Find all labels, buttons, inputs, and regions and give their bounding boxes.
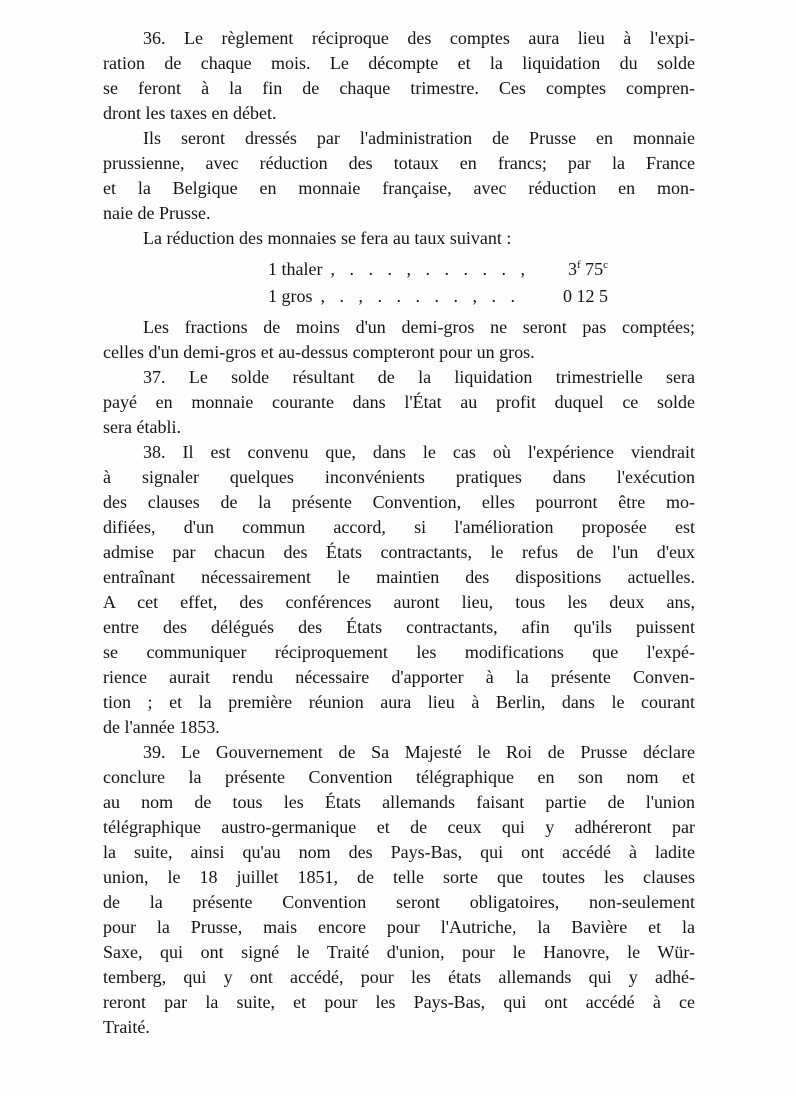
text-line: la suite, ainsi qu'au nom des Pays-Bas, qui ont accédé à ladite: [103, 842, 695, 862]
text-line: union, le 18 juillet 1851, de telle sorte que toutes les clauses: [103, 867, 695, 887]
text-line: payé en monnaie courante dans l'État au profit duquel ce solde: [103, 392, 695, 412]
text-line: rience aurait rendu nécessaire d'apporter à la présente Conven-: [103, 667, 695, 687]
text-line: temberg, qui y ont accédé, pour les états allemands qui y adhé-: [103, 967, 695, 987]
text-line: naie de Prusse.: [103, 203, 211, 223]
text-line: conclure la présente Convention télégraphique en son nom et: [103, 767, 695, 787]
text-line: Ils seront dressés par l'administration de Prusse en monnaie: [143, 128, 695, 148]
dot-leader: , . , . . . . . , . .: [320, 286, 520, 306]
text-line: de la présente Convention seront obligatoires, non-seulement: [103, 892, 695, 912]
text-line: se communiquer réciproquement les modifications que l'expé-: [103, 642, 695, 662]
text-line: 38. Il est convenu que, dans le cas où l'expérience viendrait: [143, 442, 695, 462]
text-line: de l'année 1853.: [103, 717, 220, 737]
text-line: à signaler quelques inconvénients pratiques dans l'exécution: [103, 467, 695, 487]
text-line: et la Belgique en monnaie française, avec réduction en mon-: [103, 178, 695, 198]
article-39: [103, 740, 695, 1040]
text-line: Traité.: [103, 1017, 150, 1037]
text-line: télégraphique austro-germanique et de ceux qui y adhéreront par: [103, 817, 695, 837]
fractions-demi-gros: [103, 315, 695, 365]
article-36-monnaie: [103, 126, 695, 226]
text-line: entraînant nécessairement le maintien des dispositions actuelles.: [103, 567, 695, 587]
rate-value: 3$^f$ 75$^c$: [567, 259, 608, 279]
rate-row: [268, 283, 608, 310]
text-block: [103, 26, 695, 1040]
text-line: celles d'un demi-gros et au-dessus compteront pour un gros.: [103, 342, 535, 362]
text-line: Saxe, qui ont signé le Traité d'union, pour le Hanovre, le Wür-: [103, 942, 695, 962]
rate-label: 1 gros: [268, 286, 313, 306]
article-36: [103, 26, 695, 126]
rate-label: 1 thaler: [268, 259, 323, 279]
text-line: 37. Le solde résultant de la liquidation trimestrielle sera: [143, 367, 695, 387]
text-line: 39. Le Gouvernement de Sa Majesté le Roi de Prusse déclare: [143, 742, 695, 762]
text-line: reront par la suite, et pour les Pays-Bas, qui ont accédé à ce: [103, 992, 695, 1012]
text-line: entre des délégués des États contractants, afin qu'ils puissent: [103, 617, 695, 637]
text-line: A cet effet, des conférences auront lieu, tous les deux ans,: [103, 592, 695, 612]
rate-row: [268, 256, 608, 283]
text-line: des clauses de la présente Convention, elles pourront être mo-: [103, 492, 695, 512]
dot-leader: , . . . , . . . . . ,: [330, 259, 530, 279]
reduction-intro: [103, 226, 695, 251]
article-38: [103, 440, 695, 740]
text-line: au nom de tous les États allemands faisant partie de l'union: [103, 792, 695, 812]
text-line: Les fractions de moins d'un demi-gros ne seront pas comptées;: [143, 317, 695, 337]
text-line: La réduction des monnaies se fera au taux suivant :: [143, 228, 512, 248]
text-line: prussienne, avec réduction des totaux en francs; par la France: [103, 153, 695, 173]
text-line: admise par chacun des États contractants, le refus de l'un d'eux: [103, 542, 695, 562]
article-37: [103, 365, 695, 440]
rate-value: 0 12 5: [563, 286, 608, 306]
text-line: sera établi.: [103, 417, 181, 437]
text-line: se feront à la fin de chaque trimestre. Ces comptes compren-: [103, 78, 695, 98]
text-line: pour la Prusse, mais encore pour l'Autriche, la Bavière et la: [103, 917, 695, 937]
text-line: tion ; et la première réunion aura lieu à Berlin, dans le courant: [103, 692, 695, 712]
text-line: ration de chaque mois. Le décompte et la liquidation du solde: [103, 53, 695, 73]
text-line: dront les taxes en débet.: [103, 103, 277, 123]
text-line: 36. Le règlement réciproque des comptes aura lieu à l'expi-: [143, 28, 695, 48]
conversion-rate-table: [268, 256, 608, 310]
text-line: difiées, d'un commun accord, si l'amélioration proposée est: [103, 517, 695, 537]
